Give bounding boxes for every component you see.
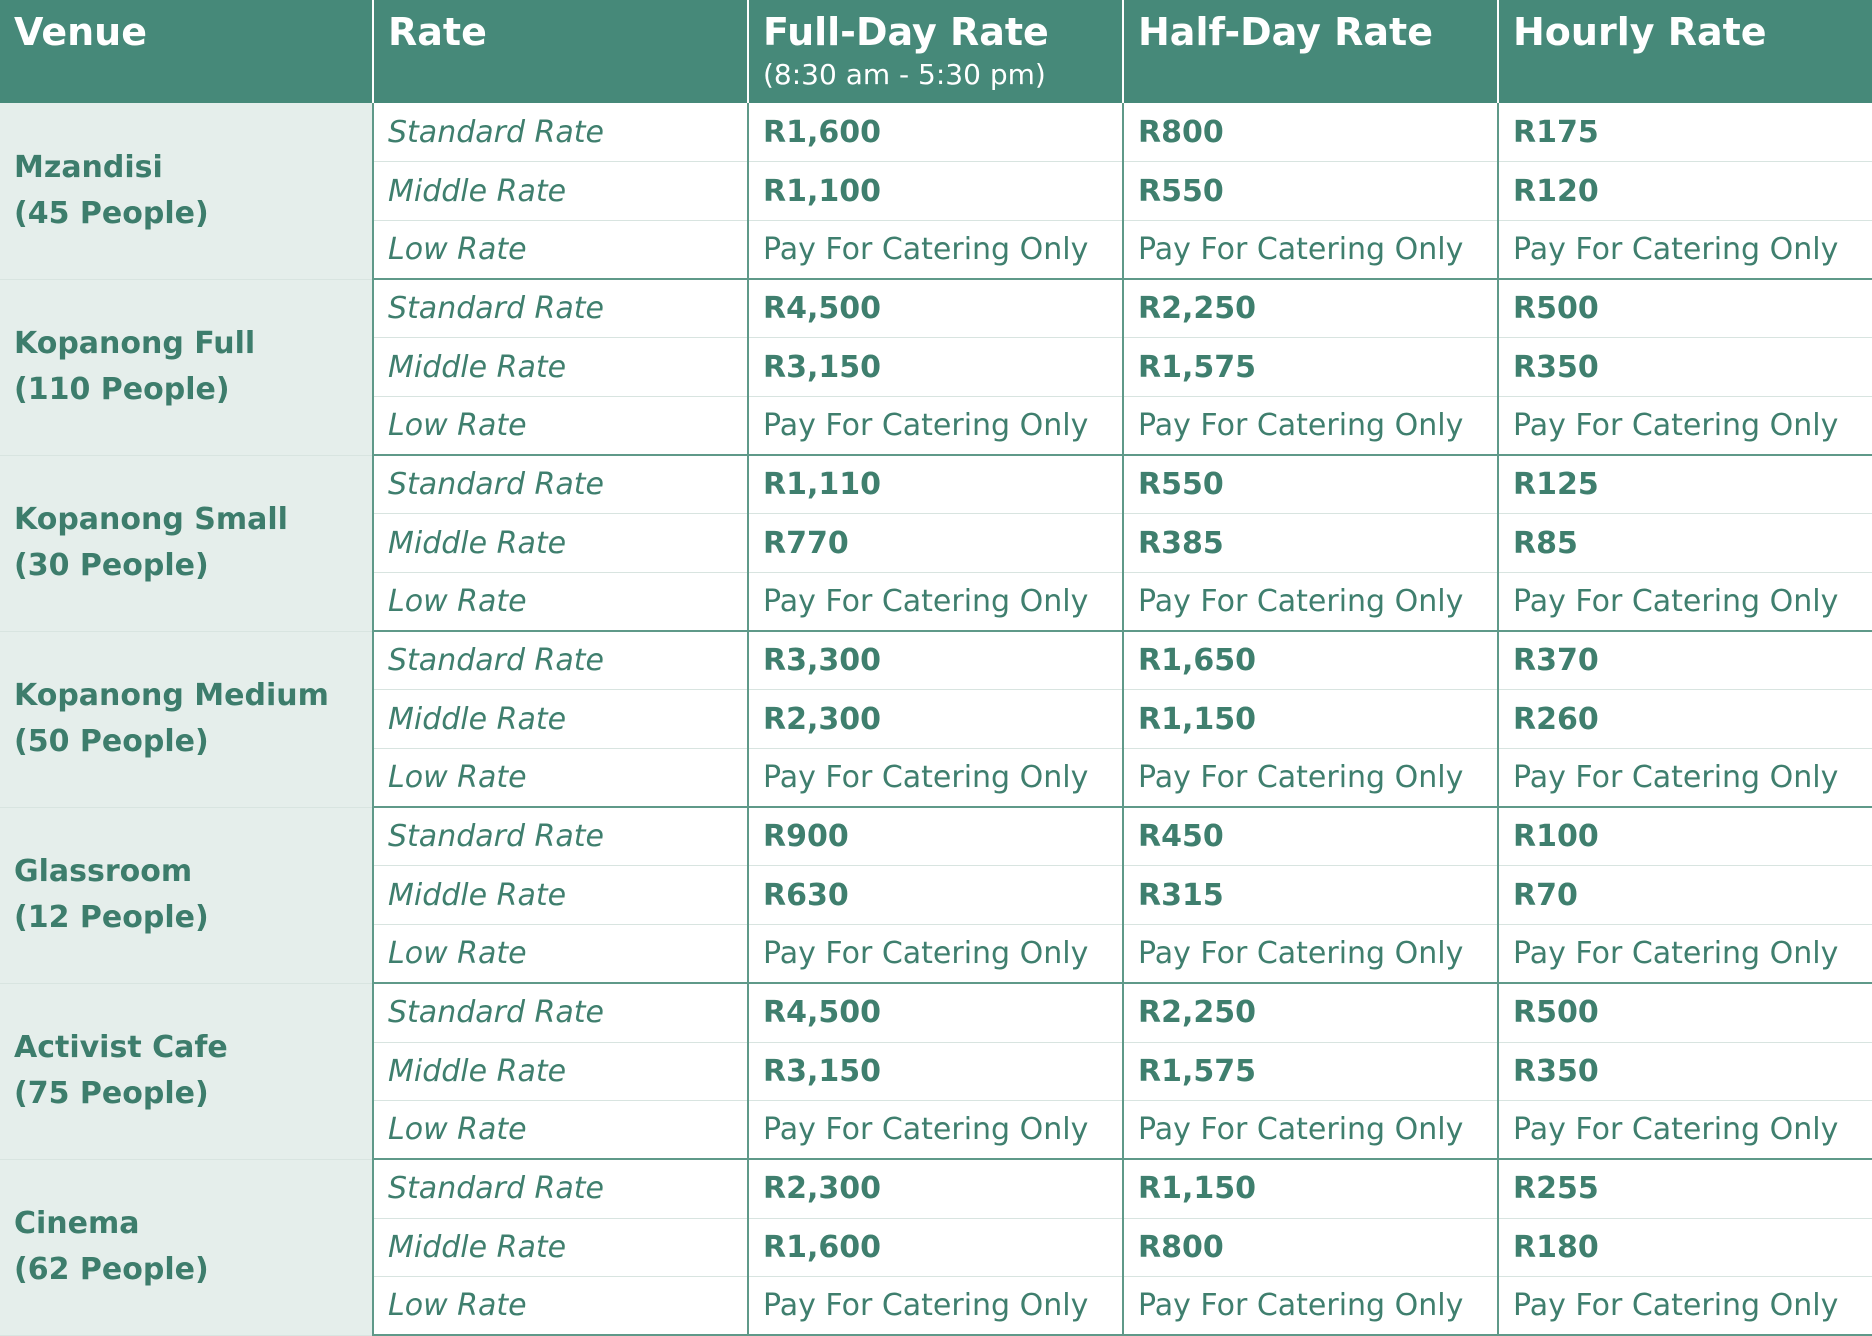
rate-label: Standard Rate xyxy=(373,279,748,338)
rate-label: Standard Rate xyxy=(373,103,748,162)
venue-capacity: (12 People) xyxy=(14,900,209,936)
hourly-price: Pay For Catering Only xyxy=(1498,749,1872,808)
table-row xyxy=(0,103,1872,162)
hourly-price: R255 xyxy=(1498,1159,1872,1218)
header-half-day-label: Half-Day Rate xyxy=(1138,10,1433,54)
hourly-price: R500 xyxy=(1498,279,1872,338)
table-header xyxy=(0,0,1872,103)
full-day-price: Pay For Catering Only xyxy=(748,749,1123,808)
full-day-price: R1,110 xyxy=(748,455,1123,514)
half-day-price: Pay For Catering Only xyxy=(1123,749,1498,808)
half-day-price: Pay For Catering Only xyxy=(1123,573,1498,632)
hourly-price: R175 xyxy=(1498,103,1872,162)
table-row xyxy=(0,631,1872,690)
hourly-price: R100 xyxy=(1498,807,1872,866)
table-row xyxy=(0,1159,1872,1218)
hourly-price: Pay For Catering Only xyxy=(1498,1277,1872,1336)
half-day-price: R550 xyxy=(1123,455,1498,514)
half-day-price: R1,150 xyxy=(1123,690,1498,749)
venue-capacity: (110 People) xyxy=(14,372,230,408)
rate-label: Low Rate xyxy=(373,396,748,455)
venue-cell xyxy=(0,455,373,631)
half-day-price: R385 xyxy=(1123,514,1498,573)
half-day-price: Pay For Catering Only xyxy=(1123,220,1498,279)
rate-label: Standard Rate xyxy=(373,455,748,514)
venue-name: Cinema xyxy=(14,1206,140,1242)
half-day-price: R450 xyxy=(1123,807,1498,866)
rate-label: Middle Rate xyxy=(373,514,748,573)
rate-label: Middle Rate xyxy=(373,162,748,221)
venue-name: Kopanong Small xyxy=(14,502,288,538)
half-day-price: R1,575 xyxy=(1123,338,1498,397)
venue-capacity: (75 People) xyxy=(14,1076,209,1112)
full-day-price: R770 xyxy=(748,514,1123,573)
header-full-day-label: Full-Day Rate xyxy=(763,10,1049,54)
half-day-price: R2,250 xyxy=(1123,279,1498,338)
full-day-price: R2,300 xyxy=(748,1159,1123,1218)
header-full-day-hours: (8:30 am - 5:30 pm) xyxy=(763,58,1046,91)
full-day-price: R900 xyxy=(748,807,1123,866)
header-hourly-label: Hourly Rate xyxy=(1513,10,1767,54)
hourly-price: R500 xyxy=(1498,983,1872,1042)
header-rate-label: Rate xyxy=(388,10,487,54)
table-row xyxy=(0,455,1872,514)
hourly-price: R85 xyxy=(1498,514,1872,573)
table-row xyxy=(0,279,1872,338)
rate-label: Standard Rate xyxy=(373,983,748,1042)
rate-label: Standard Rate xyxy=(373,631,748,690)
venue-name: Kopanong Full xyxy=(14,326,256,362)
half-day-price: R2,250 xyxy=(1123,983,1498,1042)
venue-capacity: (62 People) xyxy=(14,1252,209,1288)
venue-cell xyxy=(0,807,373,983)
full-day-price: R4,500 xyxy=(748,279,1123,338)
full-day-price: R1,600 xyxy=(748,103,1123,162)
venue-cell xyxy=(0,983,373,1159)
rate-label: Low Rate xyxy=(373,1101,748,1160)
venue-capacity: (30 People) xyxy=(14,548,209,584)
half-day-price: R1,575 xyxy=(1123,1042,1498,1101)
half-day-price: R1,150 xyxy=(1123,1159,1498,1218)
full-day-price: R1,100 xyxy=(748,162,1123,221)
rate-label: Low Rate xyxy=(373,749,748,808)
rate-label: Low Rate xyxy=(373,220,748,279)
half-day-price: Pay For Catering Only xyxy=(1123,1277,1498,1336)
header-hourly xyxy=(1498,0,1872,103)
header-row xyxy=(0,0,1872,103)
hourly-price: Pay For Catering Only xyxy=(1498,220,1872,279)
header-venue xyxy=(0,0,373,103)
rate-label: Middle Rate xyxy=(373,338,748,397)
hourly-price: Pay For Catering Only xyxy=(1498,925,1872,984)
full-day-price: R1,600 xyxy=(748,1218,1123,1277)
venue-cell xyxy=(0,631,373,807)
hourly-price: R125 xyxy=(1498,455,1872,514)
hourly-price: R370 xyxy=(1498,631,1872,690)
venue-name: Activist Cafe xyxy=(14,1030,228,1066)
half-day-price: R550 xyxy=(1123,162,1498,221)
half-day-price: Pay For Catering Only xyxy=(1123,396,1498,455)
header-full-day xyxy=(748,0,1123,103)
venue-cell xyxy=(0,279,373,455)
full-day-price: R2,300 xyxy=(748,690,1123,749)
hourly-price: Pay For Catering Only xyxy=(1498,573,1872,632)
hourly-price: R350 xyxy=(1498,1042,1872,1101)
rate-label: Middle Rate xyxy=(373,1218,748,1277)
venue-name: Kopanong Medium xyxy=(14,678,329,714)
rate-label: Middle Rate xyxy=(373,1042,748,1101)
full-day-price: R3,150 xyxy=(748,338,1123,397)
half-day-price: R800 xyxy=(1123,1218,1498,1277)
full-day-price: R3,300 xyxy=(748,631,1123,690)
full-day-price: R630 xyxy=(748,866,1123,925)
hourly-price: R120 xyxy=(1498,162,1872,221)
table-row xyxy=(0,807,1872,866)
full-day-price: Pay For Catering Only xyxy=(748,573,1123,632)
half-day-price: R800 xyxy=(1123,103,1498,162)
venue-name: Glassroom xyxy=(14,854,193,890)
full-day-price: Pay For Catering Only xyxy=(748,1277,1123,1336)
half-day-price: R1,650 xyxy=(1123,631,1498,690)
hourly-price: Pay For Catering Only xyxy=(1498,1101,1872,1160)
venue-name: Mzandisi xyxy=(14,149,163,185)
full-day-price: Pay For Catering Only xyxy=(748,925,1123,984)
header-venue-label: Venue xyxy=(14,10,147,54)
table-row xyxy=(0,983,1872,1042)
half-day-price: R315 xyxy=(1123,866,1498,925)
hourly-price: R180 xyxy=(1498,1218,1872,1277)
venue-cell xyxy=(0,1159,373,1335)
full-day-price: R3,150 xyxy=(748,1042,1123,1101)
rate-label: Middle Rate xyxy=(373,690,748,749)
hourly-price: R260 xyxy=(1498,690,1872,749)
rate-label: Low Rate xyxy=(373,1277,748,1336)
hourly-price: R350 xyxy=(1498,338,1872,397)
half-day-price: Pay For Catering Only xyxy=(1123,925,1498,984)
hourly-price: Pay For Catering Only xyxy=(1498,396,1872,455)
header-half-day xyxy=(1123,0,1498,103)
full-day-price: Pay For Catering Only xyxy=(748,396,1123,455)
table-body xyxy=(0,103,1872,1335)
rate-label: Standard Rate xyxy=(373,1159,748,1218)
full-day-price: Pay For Catering Only xyxy=(748,1101,1123,1160)
rate-label: Low Rate xyxy=(373,925,748,984)
half-day-price: Pay For Catering Only xyxy=(1123,1101,1498,1160)
hourly-price: R70 xyxy=(1498,866,1872,925)
venue-cell xyxy=(0,103,373,279)
venue-capacity: (50 People) xyxy=(14,724,209,760)
rate-label: Standard Rate xyxy=(373,807,748,866)
rate-label: Middle Rate xyxy=(373,866,748,925)
rate-label: Low Rate xyxy=(373,573,748,632)
header-rate xyxy=(373,0,748,103)
full-day-price: Pay For Catering Only xyxy=(748,220,1123,279)
full-day-price: R4,500 xyxy=(748,983,1123,1042)
venue-capacity: (45 People) xyxy=(14,195,209,231)
